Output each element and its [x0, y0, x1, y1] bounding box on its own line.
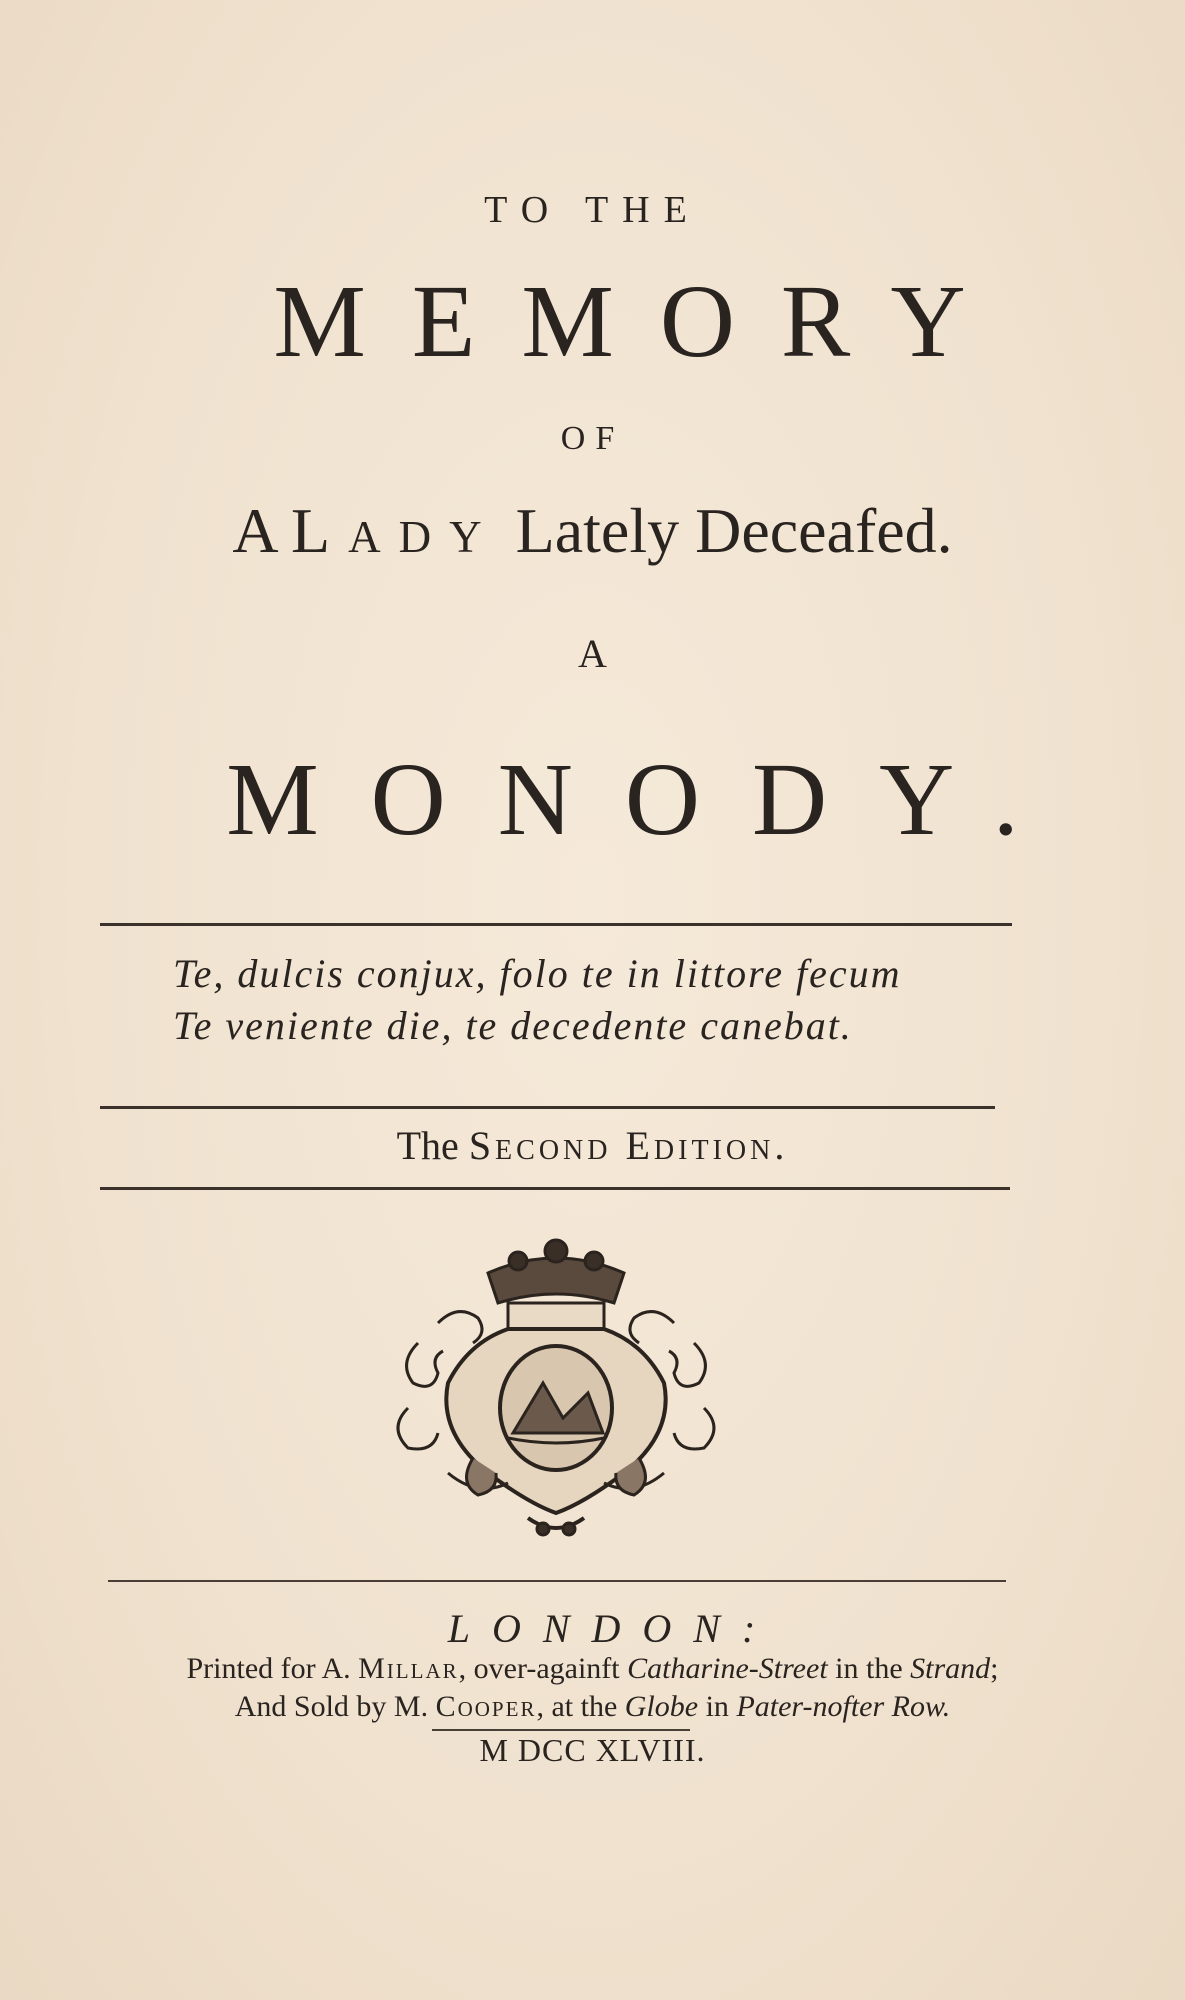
imprint-printed-for: Printed for A.	[186, 1652, 351, 1685]
lady-rest: Lately Deceafed.	[515, 495, 953, 566]
imprint-row: Pater-nofter Row.	[736, 1690, 951, 1723]
heading-of: OF	[560, 420, 625, 457]
imprint-in: in	[705, 1690, 729, 1723]
heading-to-the: TO THE	[484, 189, 701, 231]
heading-lady-lately-deceased	[0, 494, 1185, 568]
heading-memory: MEMORY	[273, 264, 1012, 379]
motto-line-2: Te veniente die, te decedente canebat.	[173, 1003, 853, 1048]
imprint-sold-by: And Sold by M.	[234, 1690, 429, 1723]
imprint-semicolon: ;	[990, 1652, 999, 1685]
rule-top	[100, 923, 1012, 926]
imprint-line-1	[0, 1652, 1185, 1686]
imprint-globe: Globe	[624, 1690, 699, 1723]
edition-statement	[0, 1122, 1185, 1169]
rule-above-imprint	[108, 1580, 1006, 1582]
imprint-city: LONDON:	[447, 1606, 778, 1651]
printers-device-ornament-icon	[378, 1233, 734, 1543]
rule-below-edition	[100, 1187, 1010, 1190]
edition-prefix: The	[396, 1123, 459, 1168]
imprint-over-against: , over-againft	[458, 1652, 620, 1685]
motto-line-1: Te, dulcis conjux, folo te in littore fecum	[173, 951, 902, 996]
imprint-printer-name: Millar	[358, 1652, 459, 1685]
rule-above-edition	[100, 1106, 995, 1109]
heading-a: A	[578, 631, 607, 676]
imprint-seller-name: Cooper	[435, 1690, 537, 1723]
rule-above-date	[432, 1729, 690, 1731]
edition-main: Second Edition.	[468, 1123, 789, 1168]
imprint-strand: Strand	[910, 1652, 991, 1685]
imprint-at-the: , at the	[536, 1690, 618, 1723]
lady-article: A	[232, 495, 276, 566]
imprint-date: M DCC XLVIII.	[479, 1732, 706, 1768]
imprint-street: Catharine-Street	[627, 1652, 828, 1685]
imprint-in-the: in the	[835, 1652, 903, 1685]
lady-word: Lady	[291, 495, 500, 566]
imprint-line-2	[0, 1690, 1185, 1724]
heading-monody: MONODY.	[226, 742, 1071, 857]
